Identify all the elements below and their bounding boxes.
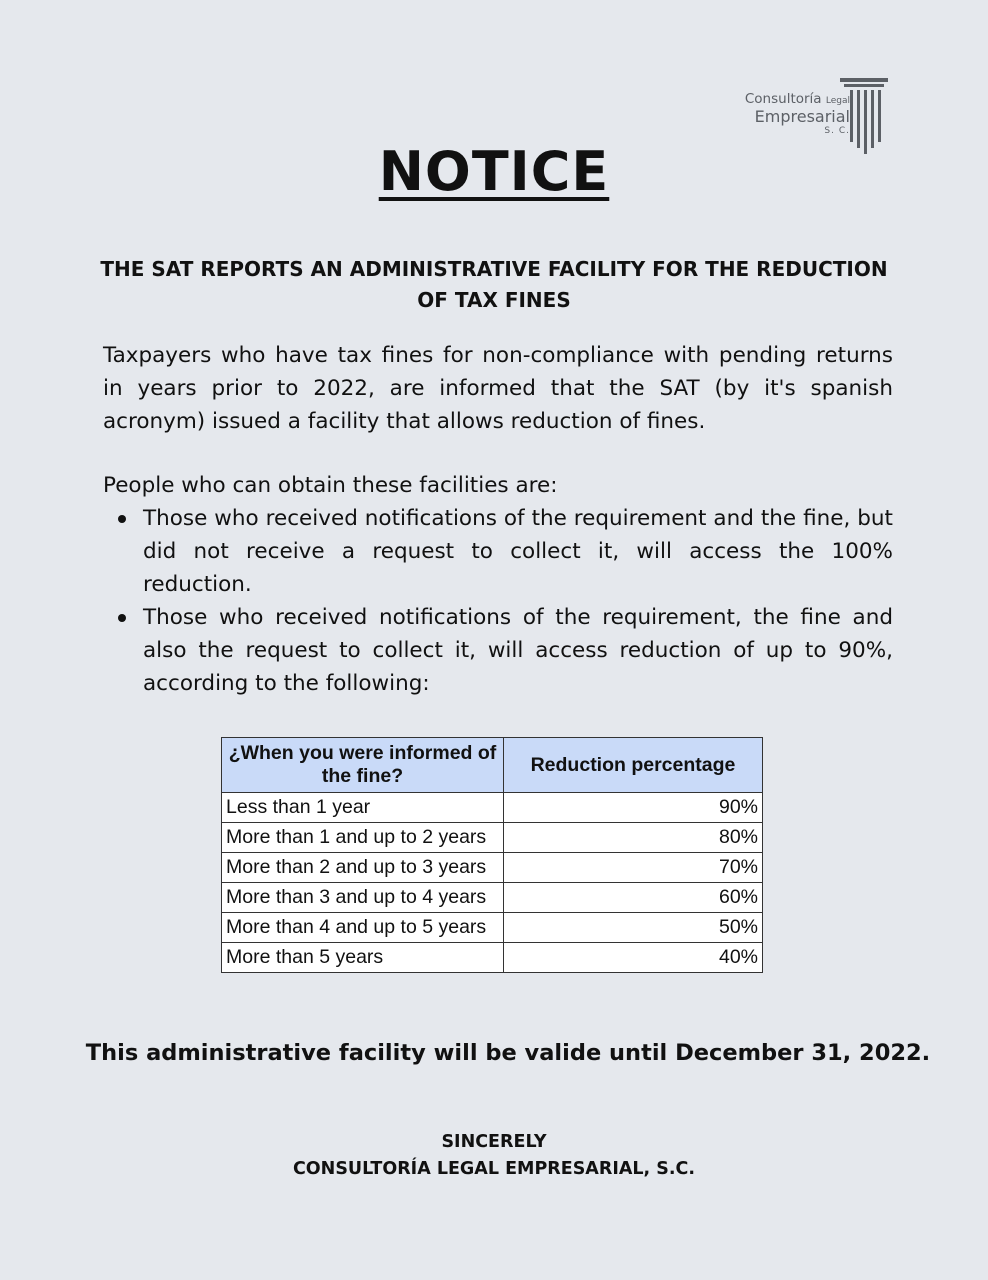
header-period: ¿When you were informed of the fine?: [222, 738, 504, 793]
signoff-company: CONSULTORÍA LEGAL EMPRESARIAL, S.C.: [292, 1159, 696, 1179]
eligibility-list: [143, 502, 893, 700]
notice-subtitle: THE SAT REPORTS AN ADMINISTRATIVE FACILITY FOR THE REDUCTION OF TAX FINES: [100, 257, 888, 312]
table-row: [222, 853, 763, 883]
cell-percentage: 40%: [504, 943, 763, 973]
logo-line-3: S. C.: [824, 125, 850, 136]
cell-period: More than 2 and up to 3 years: [222, 853, 504, 883]
cell-percentage: 90%: [504, 793, 763, 823]
table-row: [222, 913, 763, 943]
cell-period: More than 3 and up to 4 years: [222, 883, 504, 913]
cell-period: More than 5 years: [222, 943, 504, 973]
table-row: [222, 943, 763, 973]
table-header-row: [222, 738, 763, 793]
cell-percentage: 80%: [504, 823, 763, 853]
logo-line-1: Consultoría Legal: [744, 91, 850, 107]
signoff-greeting: SINCERELY: [441, 1132, 547, 1152]
reduction-table: [221, 737, 763, 973]
list-item: Those who received notifications of the requirement, the fine and also the request to collect it, will access reduction of up to 90%, according to the following:: [143, 601, 893, 700]
logo-text: [745, 92, 850, 136]
validity-statement: This administrative facility will be valide until December 31, 2022.: [85, 1040, 931, 1066]
header-percentage: Reduction percentage: [504, 738, 763, 793]
cell-percentage: 50%: [504, 913, 763, 943]
logo-line-2: Empresarial: [754, 106, 850, 126]
table-row: [222, 883, 763, 913]
list-item: Those who received notifications of the requirement and the fine, but did not receive a request to collect it, will access the 100% reduction.: [143, 502, 893, 601]
cell-period: Less than 1 year: [222, 793, 504, 823]
intro-paragraph: Taxpayers who have tax fines for non-compliance with pending returns in years prior to 2022, are informed that the SAT (by it's spanish acronym) issued a facility that allows reduction of fines.: [103, 343, 893, 434]
table-row: [222, 793, 763, 823]
table-row: [222, 823, 763, 853]
cell-period: More than 1 and up to 2 years: [222, 823, 504, 853]
cell-period: More than 4 and up to 5 years: [222, 913, 504, 943]
cell-percentage: 70%: [504, 853, 763, 883]
signoff: [0, 1129, 988, 1183]
eligibility-intro: People who can obtain these facilities are:: [103, 473, 558, 498]
cell-percentage: 60%: [504, 883, 763, 913]
page-title: NOTICE: [378, 140, 610, 203]
